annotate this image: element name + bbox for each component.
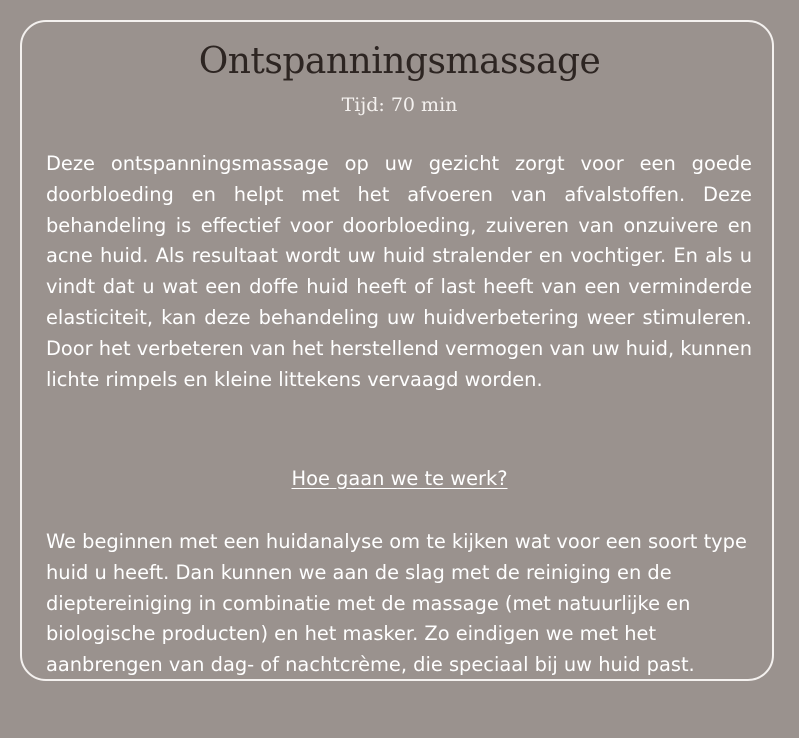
process-heading (0, 464, 799, 494)
treatment-description: Deze ontspanningsmassage op uw gezicht zorgt voor een goede doorbloeding en helpt met het afvoeren van afvalstoffen. Deze behandeling is effectief voor doorbloeding, zuiveren van onzuivere en acne huid. Als resultaat wordt uw huid stralender en vochtiger. En als u vindt dat u wat een doffe huid heeft of last heeft van een verminderde elasticiteit, kan deze behandeling uw huidverbetering weer stimuleren. Door het verbeteren van het herstellend vermogen van uw huid, kunnen lichte rimpels en kleine littekens vervaagd worden. (46, 152, 752, 391)
process-description: We beginnen met een huidanalyse om te kijken wat voor een soort type huid u heeft. Dan kunnen we aan de slag met de reiniging en de dieptereiniging in combinatie met de massage (met natuurlijke en biologische producten) en het masker. Zo eindigen we met het aanbrengen van dag- of nachtcrème, die speciaal bij uw huid past. (46, 530, 747, 677)
process-heading-link[interactable]: Hoe gaan we te werk? (291, 467, 508, 490)
treatment-duration: Tijd: 70 min (341, 94, 458, 116)
treatment-title: Ontspanningsmassage (198, 41, 601, 82)
